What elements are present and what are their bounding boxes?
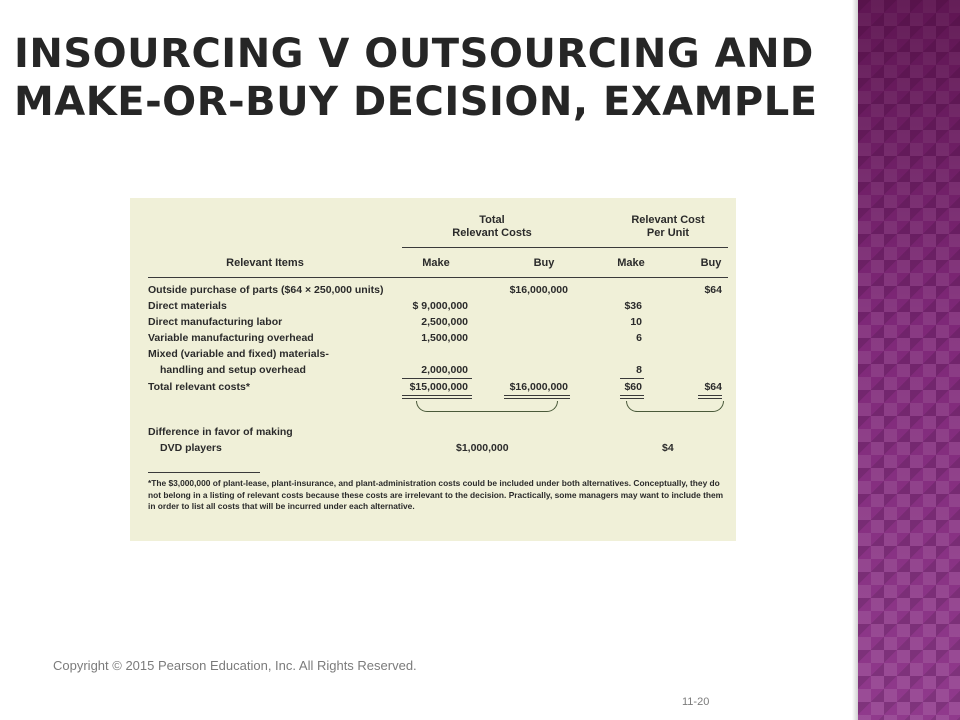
cell-total-make: 1,500,000 [421,332,468,344]
col-unit-make: Make [617,257,645,269]
slide-title-line-2: MAKE-OR-BUY DECISION, EXAMPLE [14,79,818,125]
cell-unit-make: 10 [630,316,642,328]
double-rule-total-make-a [402,395,472,396]
double-rule-unit-make-b [620,398,644,399]
cell-total-buy: $16,000,000 [509,284,568,296]
difference-unit: $4 [662,442,674,454]
header-relevant-cost-per-unit [608,214,728,240]
column-header-rule [148,277,728,278]
footnote-rule [148,472,260,473]
header-unit-line-1: Relevant Cost [631,214,705,226]
header-total-relevant-costs [402,214,582,240]
row-label: Variable manufacturing overhead [148,332,314,344]
row-label: handling and setup overhead [160,364,306,376]
slide-title-line-1: INSOURCING V OUTSOURCING AND [14,31,814,77]
header-total-line-2: Relevant Costs [452,227,532,239]
cell-total-make: 2,500,000 [421,316,468,328]
title-marker [0,36,10,128]
cell-total-buy: $16,000,000 [509,381,568,393]
row-label: Direct materials [148,300,227,312]
col-total-make: Make [422,257,450,269]
cell-unit-make: 8 [636,364,642,376]
double-rule-total-make-b [402,398,472,399]
decorative-side-band [858,0,960,720]
cell-unit-buy: $64 [704,284,722,296]
double-rule-total-buy-b [504,398,570,399]
cell-unit-make: $36 [624,300,642,312]
side-band-shadow [852,0,858,720]
double-rule-unit-buy-a [698,395,722,396]
col-total-buy: Buy [533,257,555,269]
brace-unit-columns [626,401,724,412]
make-or-buy-table [130,198,736,541]
double-rule-unit-buy-b [698,398,722,399]
double-rule-unit-make-a [620,395,644,396]
slide-number: 11-20 [682,696,710,708]
row-label-total: Total relevant costs* [148,381,250,393]
group-header-rule [402,247,728,248]
footnote: *The $3,000,000 of plant-lease, plant-insurance, and plant-administration costs could be included under both alternatives. Conceptually, they do not belong in a listing of relevant costs because these costs are irrelevant to the decision. Practically, some managers may want to include them in order to list all costs that will be incurred under each alternative. [148,478,724,511]
difference-total: $1,000,000 [456,442,509,454]
cell-unit-make: $60 [624,381,642,393]
difference-label-line-2: DVD players [160,442,222,454]
copyright-notice: Copyright © 2015 Pearson Education, Inc. All Rights Reserved. [53,658,417,673]
col-relevant-items: Relevant Items [226,257,304,269]
header-total-line-1: Total [479,214,505,226]
cell-total-make: $ 9,000,000 [412,300,468,312]
cell-unit-make: 6 [636,332,642,344]
double-rule-total-buy-a [504,395,570,396]
brace-total-columns [416,401,558,412]
row-label: Outside purchase of parts ($64 × 250,000 units) [148,284,384,296]
cell-total-make: 2,000,000 [421,364,468,376]
subtotal-rule-unit-make [620,378,644,379]
cell-total-make: $15,000,000 [409,381,468,393]
slide-title [14,30,844,126]
col-unit-buy: Buy [700,257,722,269]
header-unit-line-2: Per Unit [646,227,690,239]
difference-label-line-1: Difference in favor of making [148,426,293,438]
cell-unit-buy: $64 [704,381,722,393]
row-label: Direct manufacturing labor [148,316,283,328]
subtotal-rule-make [402,378,472,379]
row-label: Mixed (variable and fixed) materials- [148,348,329,360]
